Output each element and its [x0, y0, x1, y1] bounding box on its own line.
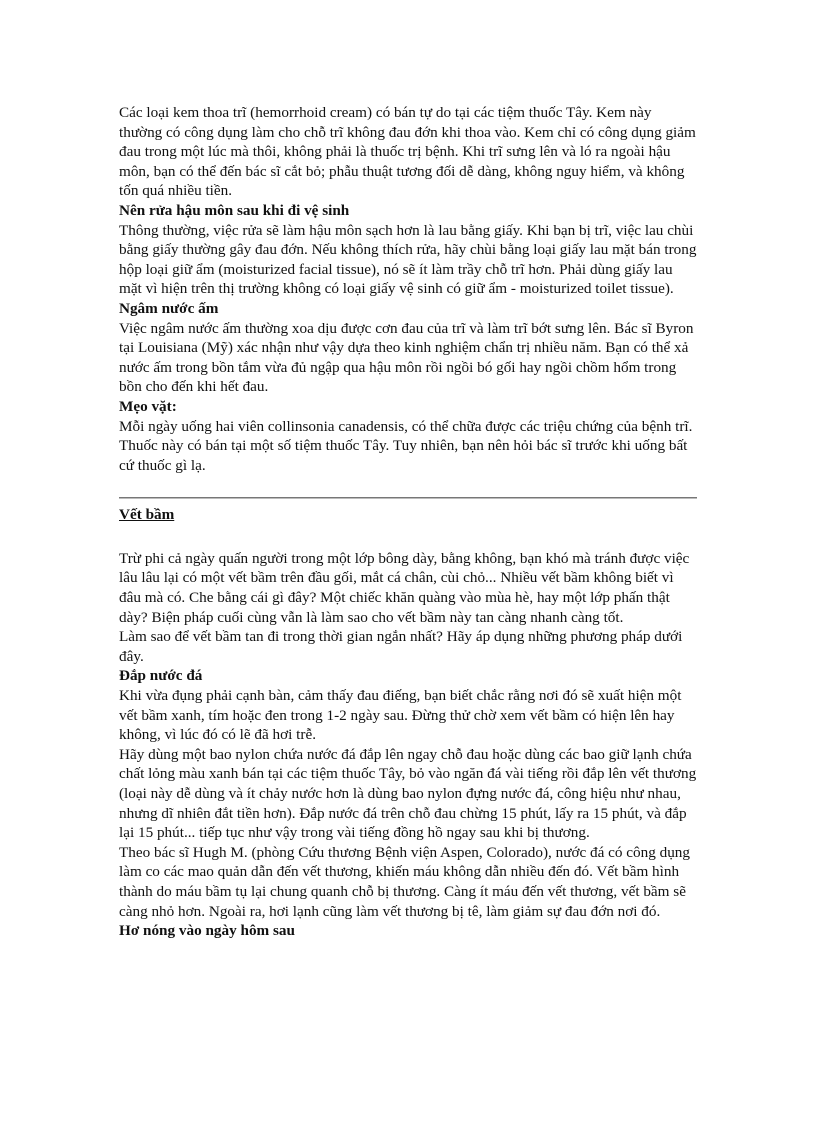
paragraph-bruise-intro: Trừ phi cả ngày quấn người trong một lớp bông dày, bằng không, bạn khó mà tránh được việc lâu lâu lại có một vết bầm trên đầu gối, mắt cá chân, cùi chỏ... Nhiều vết bầm không biết vì đâu mà có. Che bằng cái gì đây? Một chiếc khăn quàng vào mùa hè, hay một lớp phấn thật dày? Biện pháp cuối cùng vẫn là làm sao cho vết bầm này tan càng nhanh càng tốt. [119, 549, 690, 626]
section-title-bruise: Vết bầm [119, 506, 175, 524]
paragraph-warm-soak: Việc ngâm nước ấm thường xoa dịu được cơn đau của trĩ và làm trĩ bớt sưng lên. Bác sĩ Byron tại Louisiana (Mỹ) xác nhận như vậy dựa theo kinh nghiệm chẩn trị nhiều năm. Bạn có thể xả nước ấm trong bồn tắm vừa đủ ngập qua hậu môn rồi ngồi bó gối hay ngồi chồm hổm trong bồn cho đến khi hết đau. [119, 319, 694, 396]
heading-tips: Mẹo vặt: [119, 397, 177, 415]
paragraph-tips: Mỗi ngày uống hai viên collinsonia canadensis, có thể chữa được các triệu chứng của bệnh trĩ. Thuốc này có bán tại một số tiệm thuốc Tây. Tuy nhiên, bạn nên hỏi bác sĩ trước khi uống bất cứ thuốc gì lạ. [119, 417, 693, 474]
heading-warm-soak: Ngâm nước ấm [119, 299, 219, 317]
paragraph-washing: Thông thường, việc rửa sẽ làm hậu môn sạch hơn là lau bằng giấy. Khi bạn bị trĩ, việc lau chùi bằng giấy thường gây đau đớn. Nếu không thích rửa, hãy chùi bằng loại giấy lau mặt bán trong hộp loại giữ ẩm (moisturized facial tissue), nó sẽ ít làm trầy chỗ trĩ hơn. Phải dùng giấy lau mặt vì hiện trên thị trường không có loại giấy vệ sinh có giữ ẩm - moisturized toilet tissue). [119, 221, 697, 298]
paragraph-ice-3: Theo bác sĩ Hugh M. (phòng Cứu thương Bệnh viện Aspen, Colorado), nước đá có công dụng làm co các mao quản dẫn đến vết thương, khiến máu không dẫn nhiều đến đó. Vết bầm hình thành do máu bầm tụ lại chung quanh chỗ bị thương. Càng ít máu đến vết thương, vết bầm sẽ càng nhỏ hơn. Ngoài ra, hơi lạnh cũng làm vết thương bị tê, làm giảm sự đau đớn nơi đó. [119, 843, 690, 920]
paragraph-bruise-question: Làm sao để vết bầm tan đi trong thời gian ngắn nhất? Hãy áp dụng những phương pháp dưới đây. [119, 628, 683, 665]
paragraph-hemorrhoid-cream: Các loại kem thoa trĩ (hemorrhoid cream) có bán tự do tại các tiệm thuốc Tây. Kem này thường có công dụng làm cho chỗ trĩ không đau đớn khi thoa vào. Kem chỉ có công dụng giảm đau trong một lúc mà thôi, không phải là thuốc trị bệnh. Khi trĩ sưng lên và ló ra ngoài hậu môn, bạn có thể đến bác sĩ cắt bỏ; phẫu thuật tương đối dễ dàng, không nguy hiểm, và không tốn quá nhiều tiền. [119, 104, 696, 200]
heading-wash-after-toilet: Nên rửa hậu môn sau khi đi vệ sinh [119, 201, 350, 219]
document-page [119, 103, 697, 941]
heading-heat-next-day: Hơ nóng vào ngày hôm sau [119, 922, 295, 940]
heading-ice-pack: Đắp nước đá [119, 667, 203, 685]
horizontal-divider [119, 497, 697, 499]
paragraph-ice-1: Khi vừa đụng phải cạnh bàn, cảm thấy đau điếng, bạn biết chắc rằng nơi đó sẽ xuất hiện một vết bầm xanh, tím hoặc đen trong 1-2 ngày sau. Đừng thử chờ xem vết bầm có hiện lên hay không, vì lúc đó có lẽ đã hơi trễ. [119, 687, 682, 744]
paragraph-ice-2: Hãy dùng một bao nylon chứa nước đá đắp lên ngay chỗ đau hoặc dùng các bao giữ lạnh chứa chất lỏng màu xanh bán tại các tiệm thuốc Tây, bỏ vào ngăn đá vài tiếng rồi đắp lên vết thương (loại này dễ dùng và ít chảy nước hơn là dùng bao nylon đựng nước đá, công hiệu như nhau, nhưng dĩ nhiên đắt tiền hơn). Đắp nước đá trên chỗ đau chừng 15 phút, lấy ra 15 phút, và đắp lại 15 phút... tiếp tục như vậy trong vài tiếng đồng hồ ngay sau khi bị thương. [119, 745, 697, 842]
spacer [119, 525, 697, 549]
